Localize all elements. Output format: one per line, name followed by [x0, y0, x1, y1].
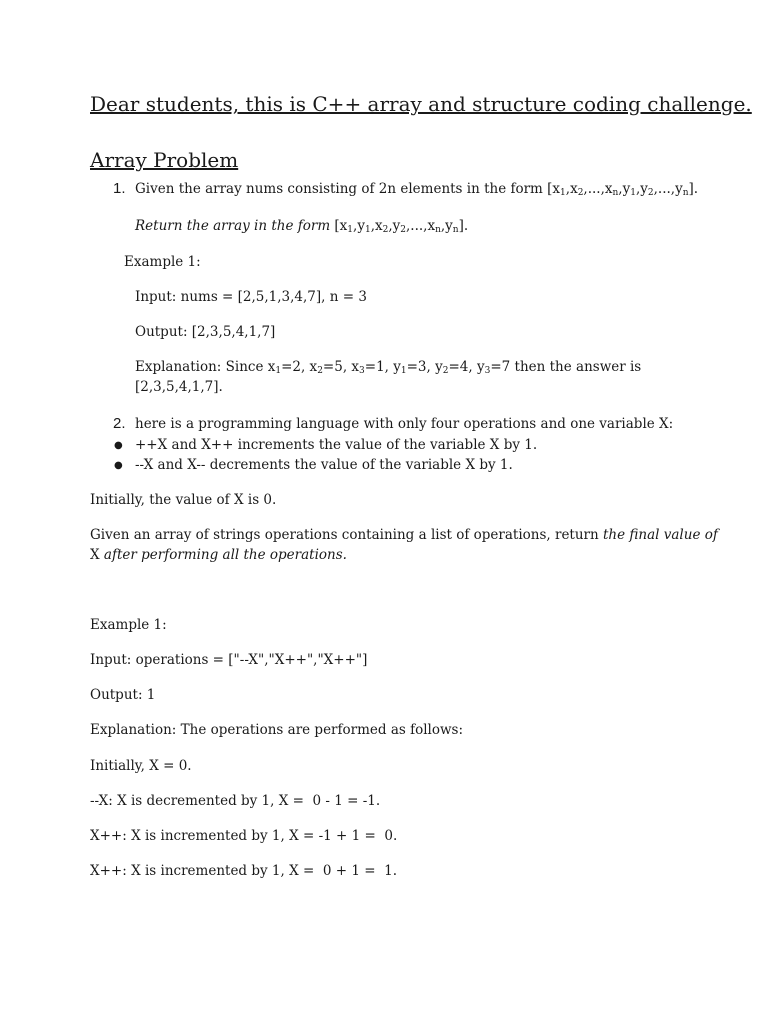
problem-1-explanation-line-1: Explanation: Since $x_1=2$, $x_2=5$, $x_3=1$, $y_1=3$, $y_2=4$, $y_3=7$ then the answer is: [135, 359, 642, 376]
bullet-dot: ●: [114, 460, 123, 471]
problem-1-output: Output: [2,3,5,4,1,7]: [135, 324, 276, 340]
problem-2-example-label: Example 1:: [90, 617, 167, 633]
problem-2-bullet-1: ++X and X++ increments the value of the variable X by 1.: [135, 437, 538, 453]
problem-2-step-2: --X: X is decremented by 1, X = 0 - 1 = -1.: [90, 793, 381, 809]
problem-1-example-label: Example 1:: [124, 254, 201, 270]
problem-1-explanation-line-2: [2,3,5,4,1,7].: [135, 379, 223, 395]
given-x-text: X: [90, 547, 100, 563]
problem-2-explanation: Explanation: The operations are performed as follows:: [90, 722, 464, 738]
problem-1-number: 1.: [113, 180, 126, 197]
problem-2-step-1: Initially, X = 0.: [90, 758, 192, 774]
problem-2-initial-value: Initially, the value of X is 0.: [90, 492, 277, 508]
given-italic-text: the final value of: [603, 527, 718, 543]
problem-2-given-line-1: [90, 525, 718, 545]
document-title: Dear students, this is C++ array and structure coding challenge.: [90, 92, 752, 116]
problem-2-bullet-2: --X and X-- decrements the value of the variable X by 1.: [135, 457, 513, 473]
problem-2-given-line-2: [90, 545, 347, 565]
problem-2-output: Output: 1: [90, 687, 156, 703]
problem-1-input: Input: nums = [2,5,1,3,4,7], n = 3: [135, 289, 367, 305]
problem-2-statement: here is a programming language with only four operations and one variable X:: [135, 416, 674, 432]
problem-2-input: Input: operations = ["--X","X++","X++"]: [90, 652, 368, 668]
problem-1-return-statement: Return the array in the form $[x_1,y_1,x_2,y_2,...,x_n,y_n]$.: [135, 218, 469, 235]
given-line2-italic-text: after performing all the operations.: [103, 547, 347, 563]
section-heading-array-problem: Array Problem: [90, 148, 239, 172]
return-italic-text: Return the array in the form: [135, 218, 331, 234]
problem-2-step-3: X++: X is incremented by 1, X = -1 + 1 = 0.: [90, 828, 398, 844]
problem-2-step-4: X++: X is incremented by 1, X = 0 + 1 = 1.: [90, 863, 398, 879]
given-prefix-text: Given an array of strings operations containing a list of operations, return: [90, 527, 599, 543]
problem-2-number: 2.: [113, 415, 126, 432]
problem-1-statement: Given the array nums consisting of 2n elements in the form $[x_1,x_2,...,x_n,y_1,y_2,...,y_n]$.: [135, 181, 699, 198]
bullet-dot: ●: [114, 440, 123, 451]
